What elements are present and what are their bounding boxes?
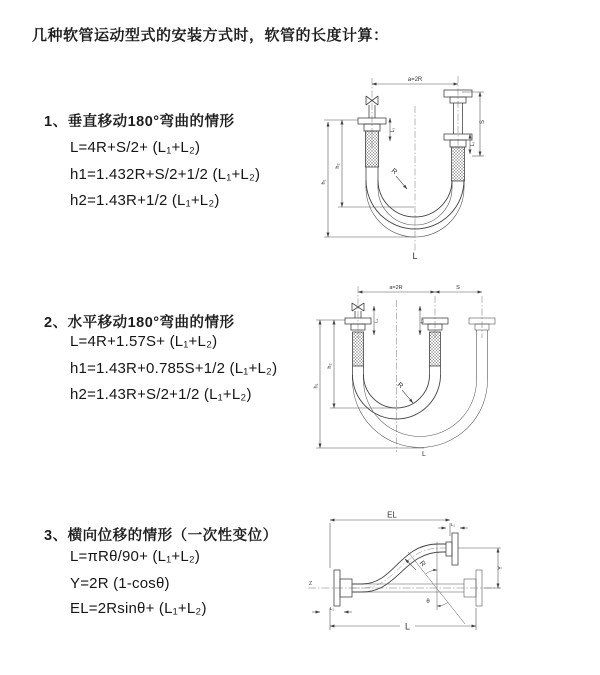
dim-label-h1: h₁	[313, 383, 320, 389]
dim-label-l2: L₂	[450, 522, 456, 527]
dim-label-l1: L₁	[329, 606, 335, 611]
section-2-formula-l: L=4R+1.57S+ (L₁+L₂)	[70, 333, 218, 350]
section-1-formula-l: L=4R+S/2+ (L₁+L₂)	[70, 139, 201, 156]
dimension-y	[458, 548, 501, 588]
length-label: L	[404, 621, 411, 632]
dimension-h	[313, 320, 424, 448]
flange-hub	[446, 542, 452, 556]
dim-label-el: EL	[387, 510, 397, 520]
section-3-formula-y: Y=2R (1-cosθ)	[70, 575, 170, 592]
radius-label: R	[395, 381, 405, 391]
dim-label-l2: L₂	[419, 318, 425, 324]
dim-label-l2: L₂	[470, 141, 476, 147]
dim-label-s: S	[480, 119, 486, 125]
radius-label: R	[417, 559, 427, 569]
dim-label-h2: h₂	[335, 163, 341, 169]
dim-label-h1: h₁	[321, 179, 327, 185]
break-mark: Z	[309, 581, 313, 587]
hose-s-curve	[352, 544, 446, 592]
diagram-vertical-180-bend	[312, 70, 596, 262]
dim-label-l1: L₁	[373, 318, 379, 324]
diagram-horizontal-180-bend	[312, 280, 596, 460]
diagram-lateral-displacement	[300, 508, 598, 653]
section-2-formula-h1: h1=1.43R+0.785S+1/2 (L₁+L₂)	[70, 360, 278, 377]
length-label: L	[412, 251, 418, 261]
dimension-l	[330, 608, 476, 630]
braid-section	[353, 332, 364, 366]
centerline	[308, 581, 500, 588]
radius-label: R	[389, 167, 399, 177]
dim-label-a2r: a=2R	[407, 77, 423, 83]
hose-arcs	[353, 375, 488, 448]
section-3-heading: 3、横向位移的情形（一次性变位）	[44, 528, 278, 544]
radius-leader	[396, 382, 413, 403]
section-2-formula-h2: h2=1.43R+S/2+1/2 (L₁+L₂)	[70, 386, 252, 403]
dimension-a2r	[372, 77, 458, 84]
section-3-formula-l: L=πRθ/90+ (L₁+L₂)	[70, 548, 201, 565]
dim-label-l1: L₁	[390, 127, 396, 133]
length-label: L	[422, 451, 426, 458]
upper-right-flange	[446, 533, 458, 565]
dimension-s	[435, 285, 482, 292]
section-2-heading: 2、水平移动180°弯曲的情形	[44, 315, 235, 331]
dim-label-y: Y	[498, 565, 504, 571]
dim-label-s: S	[456, 285, 460, 291]
dim-label-h2: h₂	[327, 363, 333, 369]
dim-label-a2r: a=2R	[389, 285, 403, 291]
braid-section	[366, 131, 379, 167]
braid-section	[452, 147, 465, 181]
radius-leader	[390, 168, 407, 189]
centerlines	[372, 76, 458, 252]
angle-label: θ	[426, 599, 430, 605]
radius-leader	[405, 559, 426, 570]
dimension-a2r	[358, 285, 435, 292]
section-3-formula-el: EL=2Rsinθ+ (L₁+L₂)	[70, 600, 207, 617]
page-title: 几种软管运动型式的安装方式时，软管的长度计算：	[32, 27, 389, 44]
section-1-formula-h2: h2=1.43R+1/2 (L₁+L₂)	[70, 192, 220, 209]
flange	[452, 533, 458, 565]
section-1-formula-h1: h1=1.432R+S/2+1/2 (L₁+L₂)	[70, 166, 261, 183]
braid-section	[430, 332, 441, 366]
section-1-heading: 1、垂直移动180°弯曲的情形	[44, 114, 235, 130]
